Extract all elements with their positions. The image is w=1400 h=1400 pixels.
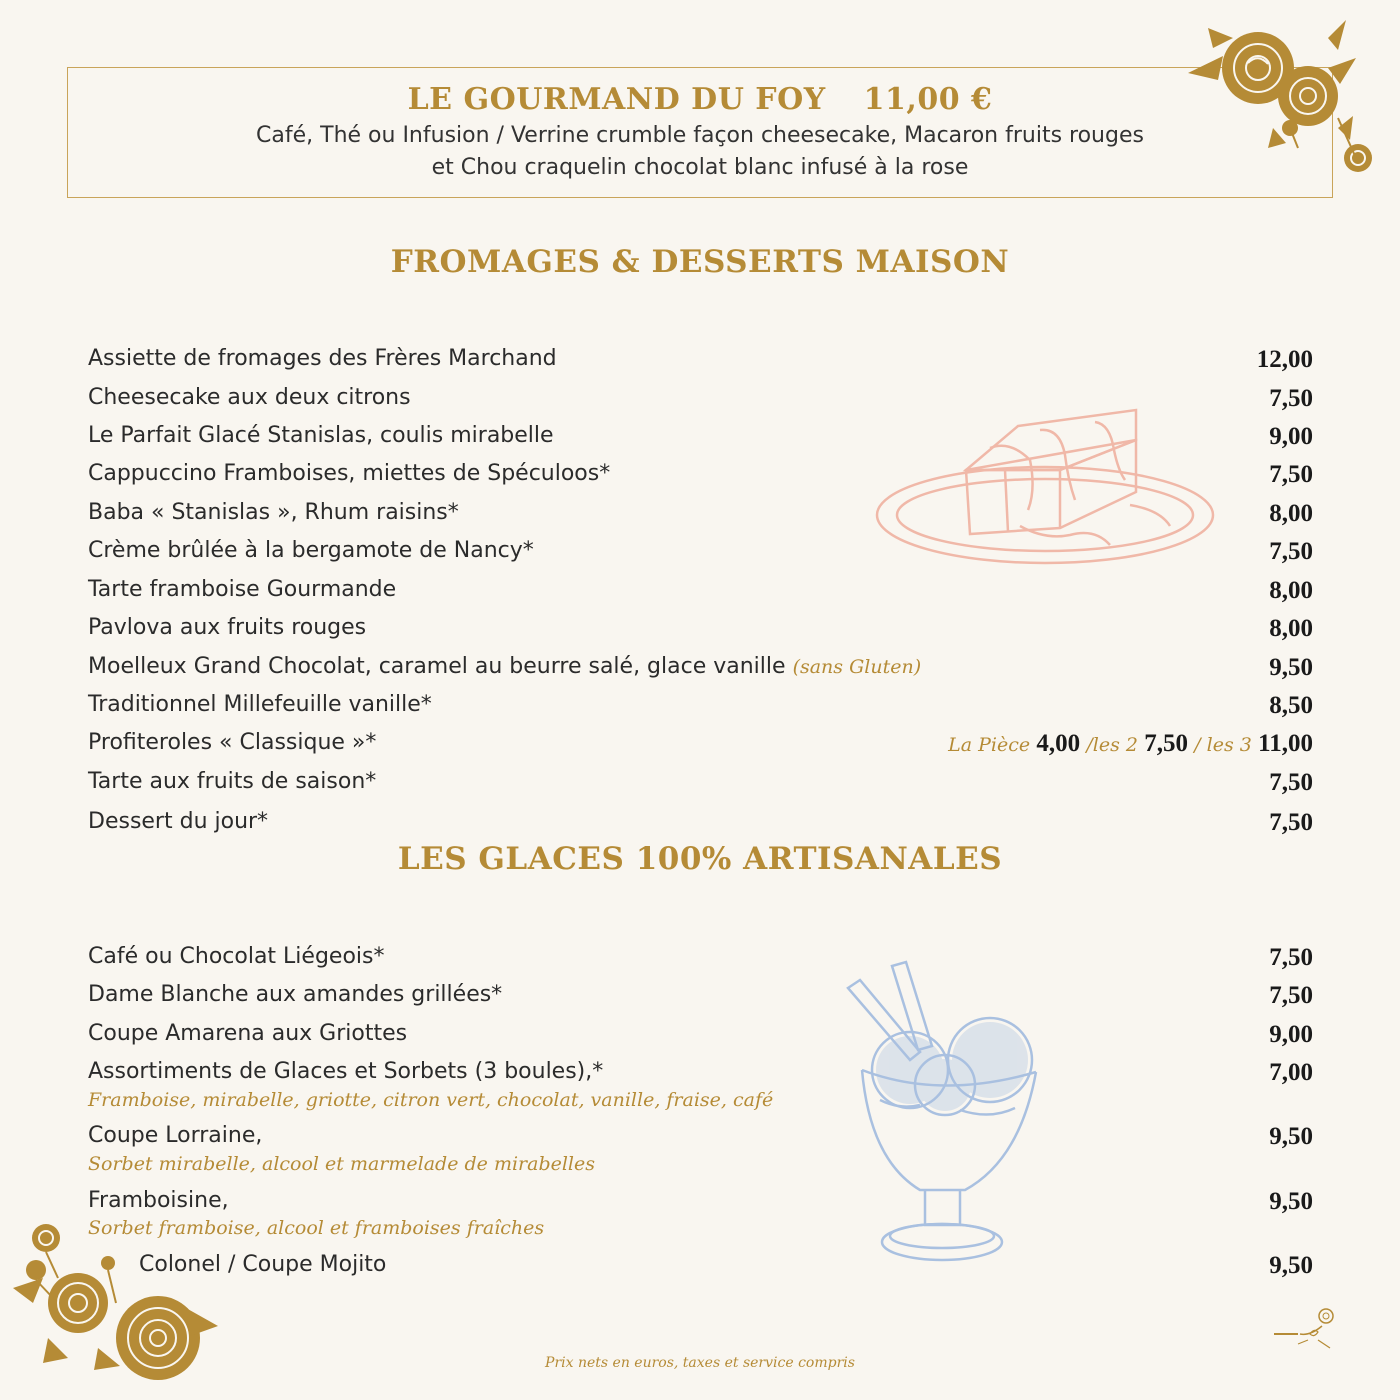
item-price: 9,50 [1269,654,1313,681]
item-name: Tarte aux fruits de saison* [88,769,377,794]
item-price: 8,00 [1269,500,1313,527]
rose-bouquet-icon [8,1208,223,1388]
item-price: 7,50 [1269,385,1313,412]
item-price: 8,00 [1269,577,1313,604]
item-name: Tarte framboise Gourmande [88,577,397,602]
item-price: 7,00 [1269,1059,1313,1086]
rose-bouquet-icon [1178,8,1378,198]
gourmand-desc-line1: Café, Thé ou Infusion / Verrine crumble façon cheesecake, Macaron fruits rouges [256,123,1144,148]
menu-item [88,944,1313,978]
item-name: Traditionnel Millefeuille vanille* [88,692,432,717]
gluten-free-note: (sans Gluten) [792,656,922,678]
menu-item [88,1059,1313,1093]
item-name: Colonel / Coupe Mojito [139,1252,387,1277]
item-name: Coupe Lorraine, [88,1123,263,1148]
item-name: Café ou Chocolat Liégeois* [88,944,385,969]
menu-item [88,615,1313,649]
footer-note: Prix nets en euros, taxes et service compris [545,1355,855,1371]
price-label: /les 2 [1086,734,1138,756]
item-name: Dessert du jour* [88,809,269,834]
small-rose-icon [1270,1300,1345,1350]
item-price: 9,50 [1269,1123,1313,1150]
item-description: Sorbet mirabelle, alcool et marmelade de mirabelles [88,1153,596,1175]
item-name: Baba « Stanislas », Rhum raisins* [88,500,459,525]
item-price: 9,00 [1269,423,1313,450]
item-name: Pavlova aux fruits rouges [88,615,367,640]
item-price-tiers [948,730,1313,758]
price-value: 4,00 [1036,730,1081,757]
item-name: Crème brûlée à la bergamote de Nancy* [88,538,534,563]
price-label: La Pièce [948,734,1031,756]
glaces-section-title: LES GLACES 100% ARTISANALES [397,841,1003,877]
gourmand-price: 11,00 € [863,82,993,117]
item-name: Assortiments de Glaces et Sorbets (3 boules),* [88,1059,604,1084]
menu-item [88,1123,1313,1157]
cheesecake-illustration [870,400,1220,575]
menu-item [88,654,1313,688]
item-name: Dame Blanche aux amandes grillées* [88,982,503,1007]
item-name: Le Parfait Glacé Stanislas, coulis mirabelle [88,423,554,448]
item-name: Coupe Amarena aux Griottes [88,1021,408,1046]
ice-cream-sundae-illustration [840,960,1045,1270]
gourmand-desc-line2: et Chou craquelin chocolat blanc infusé à la rose [431,155,969,180]
menu-item [88,809,1313,843]
item-name: Profiteroles « Classique »* [88,730,377,755]
item-price: 7,50 [1269,982,1313,1009]
item-price: 8,50 [1269,692,1313,719]
desserts-section-title: FROMAGES & DESSERTS MAISON [390,244,1010,280]
menu-item [88,730,1313,764]
menu-item [88,346,1313,380]
menu-item [139,1252,1313,1286]
item-price: 8,00 [1269,615,1313,642]
item-price: 9,50 [1269,1188,1313,1215]
item-name [88,654,921,679]
gourmand-name: LE GOURMAND DU FOY [407,82,826,117]
menu-item [88,577,1313,611]
item-price: 7,50 [1269,461,1313,488]
item-price: 9,50 [1269,1252,1313,1279]
item-price: 9,00 [1269,1021,1313,1048]
item-price: 7,50 [1269,809,1313,836]
price-value: 11,00 [1258,730,1313,757]
item-price: 12,00 [1256,346,1313,373]
item-price: 7,50 [1269,769,1313,796]
menu-item [88,769,1313,803]
item-description: Framboise, mirabelle, griotte, citron vert, chocolat, vanille, fraise, café [88,1089,774,1111]
menu-item [88,692,1313,726]
item-name: Cheesecake aux deux citrons [88,385,411,410]
item-description: Sorbet framboise, alcool et framboises fraîches [88,1217,545,1239]
item-name: Assiette de fromages des Frères Marchand [88,346,557,371]
item-price: 7,50 [1269,538,1313,565]
price-label: / les 3 [1194,734,1252,756]
menu-item [88,1021,1313,1055]
item-name: Framboisine, [88,1188,229,1213]
price-value: 7,50 [1144,730,1188,757]
item-name-text: Moelleux Grand Chocolat, caramel au beurre salé, glace vanille [88,654,786,679]
menu-item [88,982,1313,1016]
item-price: 7,50 [1269,944,1313,971]
item-name: Cappuccino Framboises, miettes de Spéculoos* [88,461,611,486]
